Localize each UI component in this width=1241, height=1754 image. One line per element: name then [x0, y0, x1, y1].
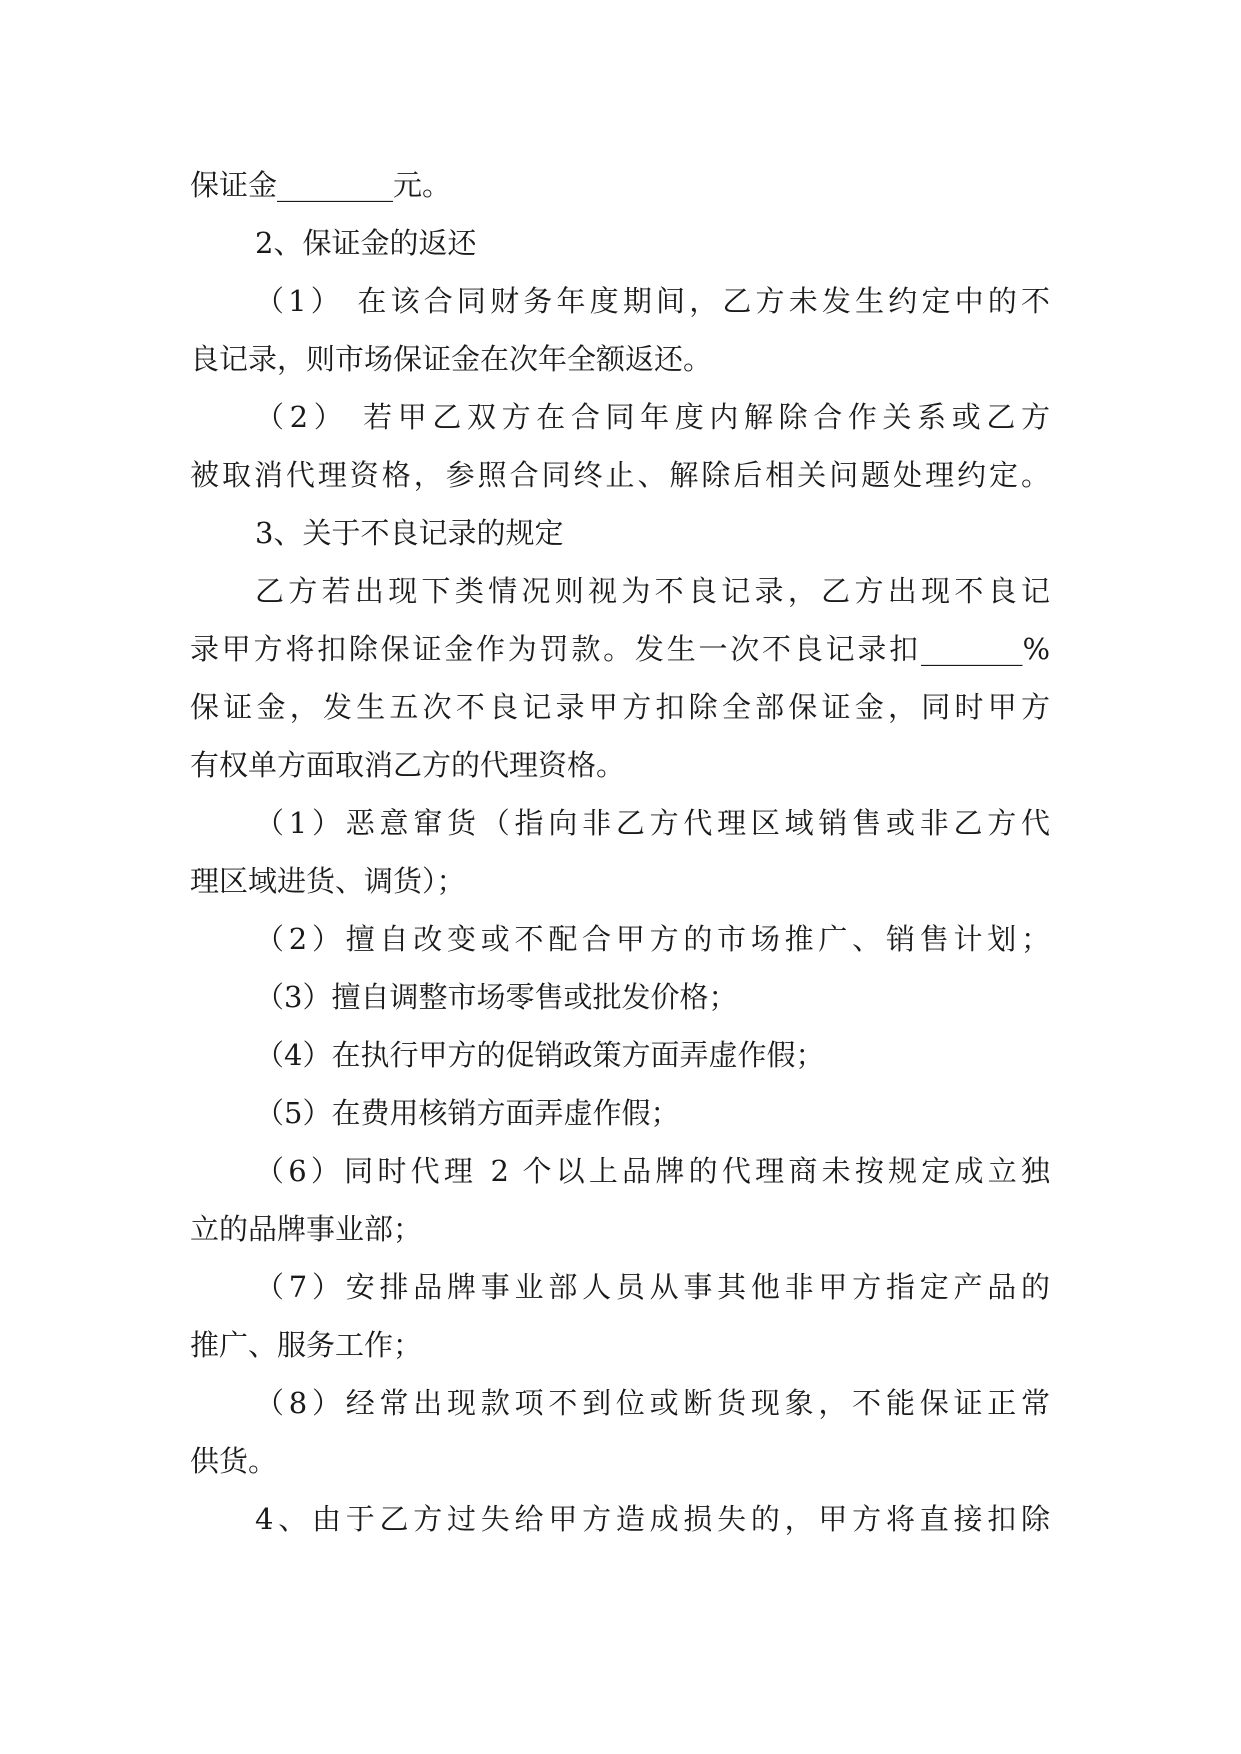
- text-line: 良记录，则市场保证金在次年全额返还。: [190, 342, 713, 376]
- text-line: （2） 若甲乙双方在合同年度内解除合作关系或乙方: [255, 400, 1050, 434]
- text-line: 保证金________元。: [190, 168, 452, 202]
- text-line: 供货。: [190, 1444, 278, 1478]
- text-line: 理区域进货、调货）；: [190, 864, 466, 898]
- text-line: 有权单方面取消乙方的代理资格。: [190, 748, 626, 782]
- list-item: （3）擅自调整市场零售或批发价格；: [255, 980, 738, 1014]
- list-item: （5）在费用核销方面弄虚作假；: [255, 1096, 680, 1130]
- text-line: （1） 在该合同财务年度期间，乙方未发生约定中的不: [255, 284, 1050, 318]
- text-line: 乙方若出现下类情况则视为不良记录，乙方出现不良记: [255, 574, 1050, 608]
- section-heading: 3、关于不良记录的规定: [255, 516, 564, 550]
- list-item: （1）恶意窜货（指向非乙方代理区域销售或非乙方代: [255, 806, 1050, 840]
- list-item: （8）经常出现款项不到位或断货现象，不能保证正常: [255, 1386, 1050, 1420]
- section-heading: 4、由于乙方过失给甲方造成损失的，甲方将直接扣除: [255, 1502, 1050, 1536]
- section-heading: 2、保证金的返还: [255, 226, 477, 260]
- text-line: 立的品牌事业部；: [190, 1212, 423, 1246]
- text-line: 录甲方将扣除保证金作为罚款。发生一次不良记录扣_______%: [190, 632, 1050, 666]
- list-item: （7）安排品牌事业部人员从事其他非甲方指定产品的: [255, 1270, 1050, 1304]
- text-line: 推广、服务工作；: [190, 1328, 423, 1362]
- list-item: （4）在执行甲方的促销政策方面弄虚作假；: [255, 1038, 825, 1072]
- text-line: 保证金，发生五次不良记录甲方扣除全部保证金，同时甲方: [190, 690, 1050, 724]
- list-item: （2）擅自改变或不配合甲方的市场推广、销售计划；: [255, 922, 1050, 956]
- list-item: （6）同时代理 2 个以上品牌的代理商未按规定成立独: [255, 1154, 1050, 1188]
- text-line: 被取消代理资格，参照合同终止、解除后相关问题处理约定。: [190, 458, 1050, 492]
